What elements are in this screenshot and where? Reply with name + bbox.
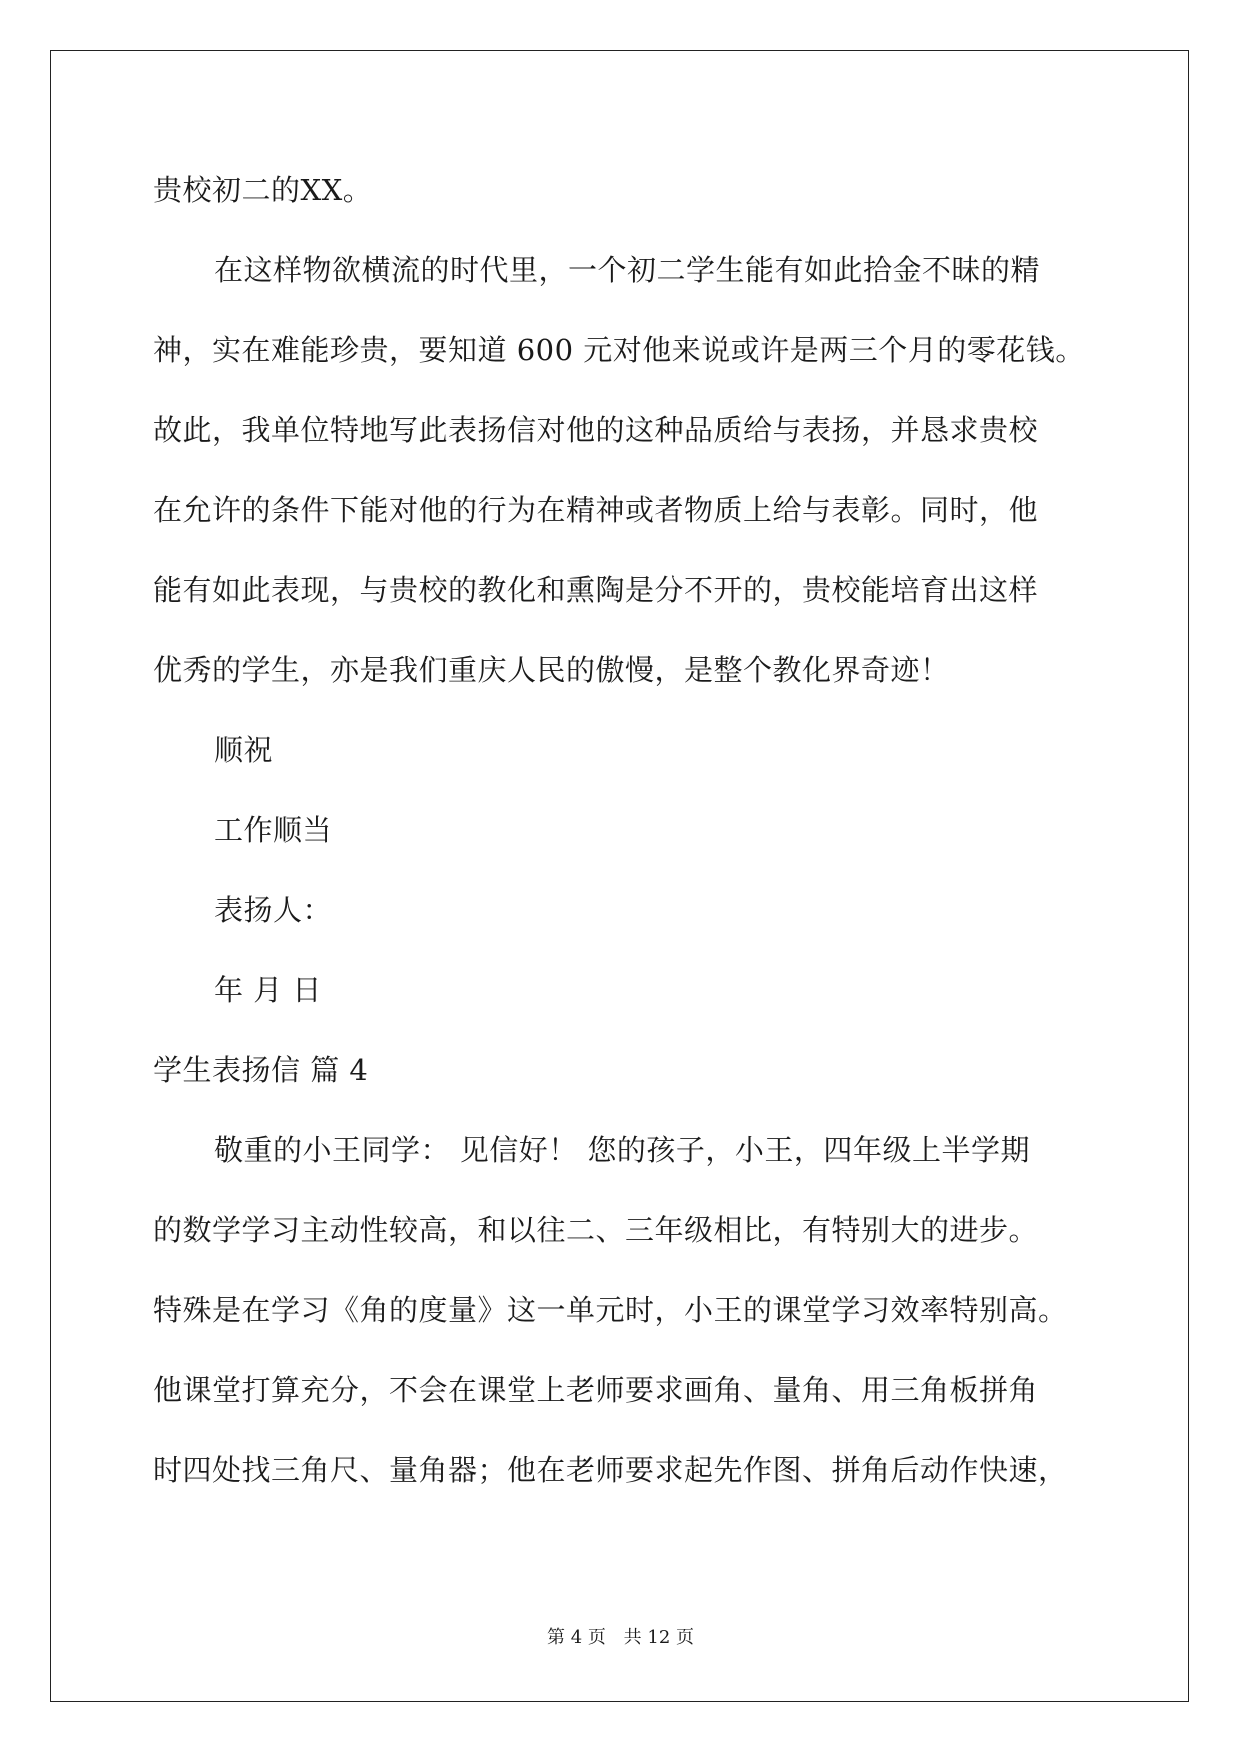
text-line: 的数学学习主动性较高，和以往二、三年级相比，有特别大的进步。 <box>153 1213 1039 1247</box>
text-line: 神，实在难能珍贵，要知道 600 元对他来说或许是两三个月的零花钱。 <box>153 333 1085 367</box>
text-line: 特殊是在学习《角的度量》这一单元时，小王的课堂学习效率特别高。 <box>153 1293 1068 1327</box>
text-line: 在允许的条件下能对他的行为在精神或者物质上给与表彰。同时，他 <box>153 493 1039 527</box>
text-line: 敬重的小王同学： 见信好！ 您的孩子，小王，四年级上半学期 <box>214 1133 1030 1167</box>
page-footer <box>0 1626 1241 1650</box>
text-line: 贵校初二的XX。 <box>153 173 373 207</box>
text-line: 故此，我单位特地写此表扬信对他的这种品质给与表扬，并恳求贵校 <box>153 413 1039 447</box>
text-line: 时四处找三角尺、量角器；他在老师要求起先作图、拼角后动作快速， <box>153 1453 1068 1487</box>
text-line: 能有如此表现，与贵校的教化和熏陶是分不开的，贵校能培育出这样 <box>153 573 1039 607</box>
closing-salutation: 顺祝 <box>214 733 274 767</box>
closing-wish: 工作顺当 <box>214 813 333 847</box>
section-heading: 学生表扬信 篇 4 <box>153 1053 369 1087</box>
signer-label: 表扬人： <box>214 893 333 927</box>
text-line: 在这样物欲横流的时代里，一个初二学生能有如此拾金不昧的精 <box>214 253 1041 287</box>
date-line: 年 月 日 <box>214 973 322 1007</box>
text-line: 优秀的学生，亦是我们重庆人民的傲慢，是整个教化界奇迹！ <box>153 653 950 687</box>
current-page-number: 第 4 页 <box>547 1627 606 1648</box>
text-line: 他课堂打算充分，不会在课堂上老师要求画角、量角、用三角板拼角 <box>153 1373 1039 1407</box>
total-page-count: 共 12 页 <box>623 1627 694 1648</box>
